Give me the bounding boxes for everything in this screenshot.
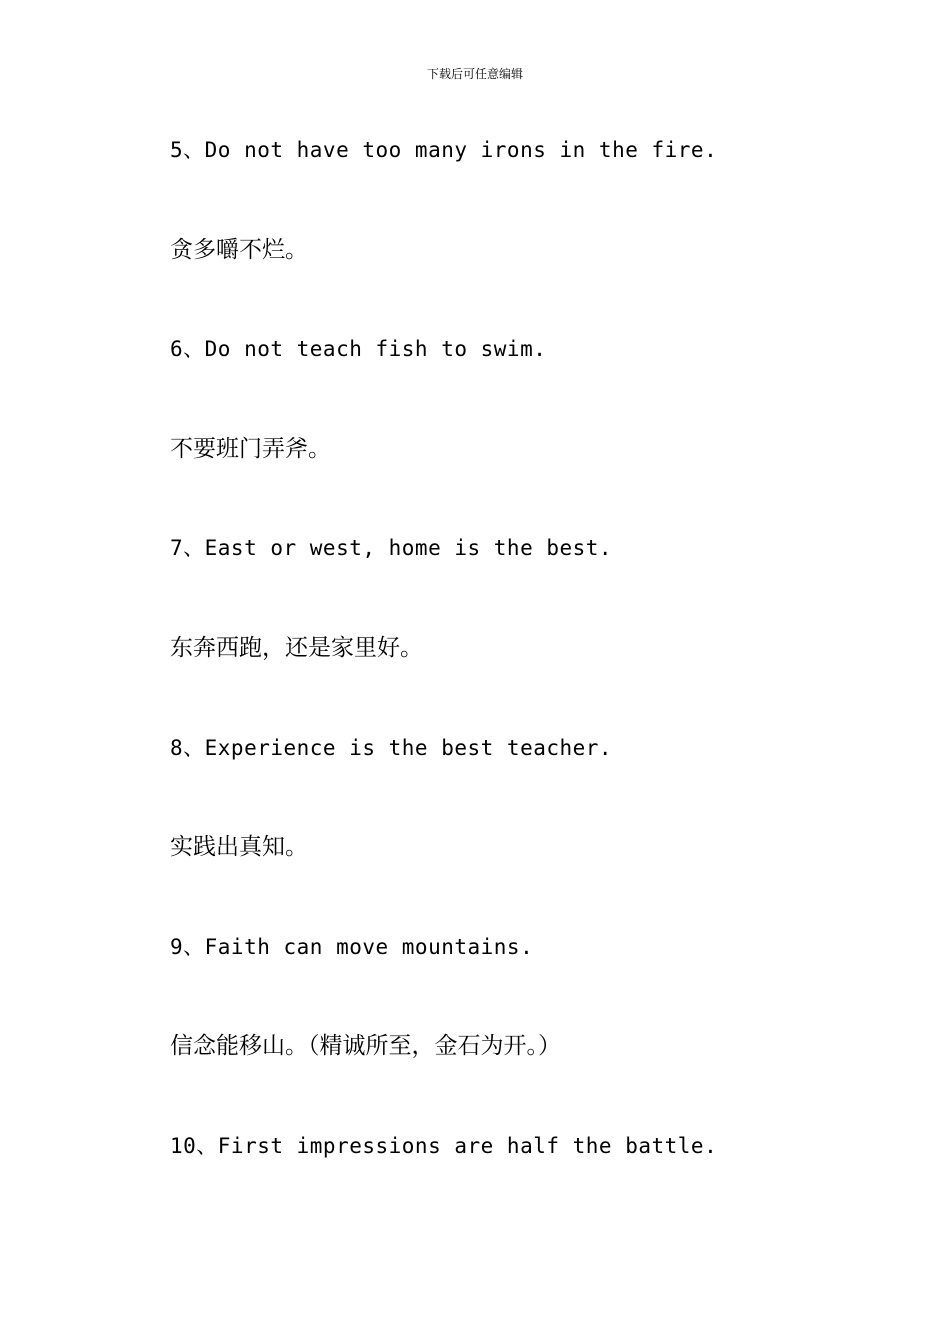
proverb-chinese-6: 不要班门弄斧。 [170,435,331,462]
proverb-chinese-9: 信念能移山。（精诚所至，金石为开。） [170,1033,561,1060]
proverb-chinese-7: 东奔西跑，还是家里好。 [170,634,423,661]
proverb-english-7: 7、East or west, home is the best. [170,536,613,561]
proverb-english-10: 10、First impressions are half the battle. [170,1133,718,1158]
proverb-chinese-5: 贪多嚼不烂。 [170,236,308,263]
header-note: 下载后可任意编辑 [426,67,523,81]
proverb-list [170,130,890,1226]
proverb-chinese-8: 实践出真知。 [170,834,308,861]
proverb-english-5: 5、Do not have too many irons in the fire. [170,138,718,162]
proverb-english-6: 6、Do not teach fish to swim. [170,337,547,362]
proverb-english-9: 9、Faith can move mountains. [170,934,534,959]
proverb-english-8: 8、Experience is the best teacher. [170,735,613,760]
